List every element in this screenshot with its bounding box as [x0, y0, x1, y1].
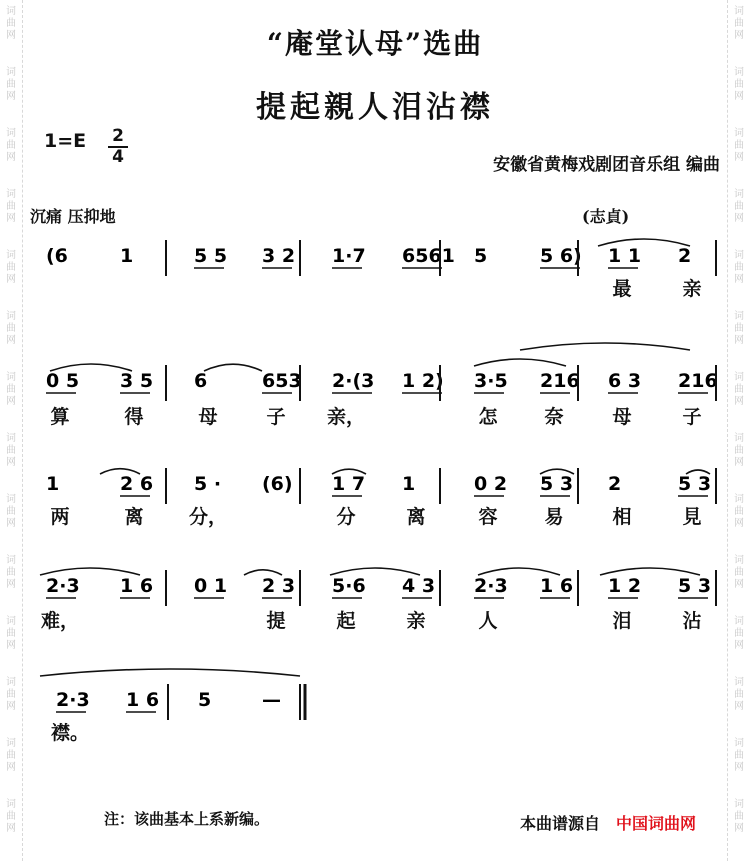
note-group: 3 2 — [262, 245, 296, 267]
note-group: 5 3 — [678, 473, 712, 495]
watermark-text: 词 曲 网 — [6, 311, 16, 346]
watermark-text: 词 曲 网 — [6, 372, 16, 407]
note-group: 1 — [46, 473, 60, 495]
note-group: 5 · — [194, 473, 222, 495]
watermark-text: 词 曲 网 — [734, 372, 744, 407]
source-label: 本曲谱源自 — [520, 814, 601, 833]
note-group: 2·3 — [56, 689, 90, 711]
note-group: 1 7 — [332, 473, 366, 495]
lyric-char: 易 — [544, 506, 564, 528]
role-name: (志貞) — [582, 207, 630, 226]
watermark-text: 词 曲 网 — [6, 677, 16, 712]
note-group: 5 — [474, 245, 488, 267]
source-site-link[interactable]: 中国词曲网 — [616, 814, 697, 833]
watermark-text: 词 曲 网 — [6, 738, 16, 773]
lyric-char: 容 — [478, 506, 498, 528]
footnote: 注：该曲基本上系新编。 — [104, 810, 270, 828]
watermark-text: 词 曲 网 — [734, 677, 744, 712]
watermark-text: 词 曲 网 — [734, 189, 744, 224]
lyric-char: 奈 — [544, 406, 564, 428]
lyric-char: 难， — [40, 610, 80, 632]
note-group: 5 3 — [678, 575, 712, 597]
lyric-char: 提 — [266, 610, 286, 632]
note-group: 5 5 — [194, 245, 228, 267]
watermark-text: 词 曲 网 — [734, 250, 744, 285]
watermark-text: 词 曲 网 — [734, 738, 744, 773]
lyric-char: 母 — [198, 406, 218, 428]
watermark-text: 词 曲 网 — [6, 128, 16, 163]
note-group: 0 2 — [474, 473, 508, 495]
note-group: 5·6 — [332, 575, 366, 597]
watermark-text: 词 曲 网 — [6, 799, 16, 834]
note-group: 3·5 — [474, 370, 508, 392]
lyric-char: 亲， — [326, 406, 366, 428]
lyric-char: 起 — [336, 610, 356, 632]
note-group: 6561 — [402, 245, 455, 267]
watermark-text: 词 曲 网 — [734, 799, 744, 834]
note-group: 2·3 — [46, 575, 80, 597]
watermark-text: 词 曲 网 — [6, 67, 16, 102]
lyric-char: 泪 — [612, 610, 632, 632]
lyric-char: 离 — [406, 506, 426, 528]
note-group: 1 6 — [120, 575, 154, 597]
expression-mark: 沉痛 压抑地 — [30, 207, 116, 226]
time-signature-denominator: 4 — [112, 147, 124, 167]
note-group: 2 3 — [262, 575, 296, 597]
watermark-text: 词 曲 网 — [6, 616, 16, 651]
lyric-char: 相 — [612, 506, 632, 528]
watermark-text: 词 曲 网 — [734, 6, 744, 41]
watermark-text: 词 曲 网 — [734, 555, 744, 590]
note-group: 1 — [120, 245, 134, 267]
note-group: 1 1 — [608, 245, 642, 267]
note-group: 2·3 — [474, 575, 508, 597]
watermark-text: 词 曲 网 — [734, 433, 744, 468]
key-signature: 1=E — [44, 130, 87, 152]
notation-lines — [46, 240, 718, 720]
lyric-char: 亲 — [682, 278, 702, 300]
note-group: 0 1 — [194, 575, 228, 597]
note-group: 1 6 — [540, 575, 574, 597]
watermark-text: 词 曲 网 — [6, 494, 16, 529]
note-group: 1 — [402, 473, 416, 495]
note-group: 6 — [194, 370, 208, 392]
lyric-char: 算 — [50, 406, 70, 428]
lyric-char: 襟。 — [50, 722, 90, 744]
lyric-char: 得 — [124, 406, 144, 428]
source-credit — [520, 811, 696, 834]
note-group: 1 2) — [402, 370, 444, 392]
lyric-char: 离 — [124, 506, 144, 528]
note-group: (6) — [262, 473, 293, 495]
watermark-text: 词 曲 网 — [734, 494, 744, 529]
note-group: — — [262, 689, 281, 711]
lyric-char: 子 — [266, 406, 286, 428]
watermark-text: 词 曲 网 — [6, 555, 16, 590]
slur-marks — [40, 239, 710, 676]
lyric-char: 見 — [682, 506, 702, 528]
lyric-char: 分， — [188, 506, 228, 528]
lyric-char: 最 — [612, 278, 632, 300]
lyric-char: 怎 — [478, 406, 498, 428]
note-group: 4 3 — [402, 575, 436, 597]
watermark-text: 词 曲 网 — [734, 128, 744, 163]
lyric-char: 沾 — [682, 610, 702, 632]
lyric-char: 子 — [682, 406, 702, 428]
watermark-text: 词 曲 网 — [734, 311, 744, 346]
note-group: 2·(3 — [332, 370, 375, 392]
watermark-text: 词 曲 网 — [734, 67, 744, 102]
watermark-text: 词 曲 网 — [6, 189, 16, 224]
lyric-char: 母 — [612, 406, 632, 428]
note-group: 0 5 — [46, 370, 80, 392]
arranger-credit: 安徽省黄梅戏剧团音乐组 编曲 — [493, 155, 720, 175]
lyric-char: 亲 — [406, 610, 426, 632]
note-group: 5 3 — [540, 473, 574, 495]
note-group: 2 — [678, 245, 692, 267]
note-group: 6 3 — [608, 370, 642, 392]
note-group: 1 6 — [126, 689, 160, 711]
note-group: 653 — [262, 370, 302, 392]
lyric-char: 分 — [336, 506, 356, 528]
note-group: 1·7 — [332, 245, 366, 267]
time-signature-numerator: 2 — [112, 126, 124, 146]
note-group: 5 — [198, 689, 212, 711]
lyric-char: 两 — [50, 506, 70, 528]
note-group: (6 — [46, 245, 68, 267]
lyric-char: 人 — [478, 610, 498, 632]
note-group: 1 2 — [608, 575, 642, 597]
note-group: 3 5 — [120, 370, 154, 392]
watermark-text: 词 曲 网 — [6, 433, 16, 468]
watermark-text: 词 曲 网 — [6, 250, 16, 285]
score-subtitle: 提起親人泪沾襟 — [256, 90, 494, 125]
note-group: 5 6) — [540, 245, 582, 267]
watermark-text: 词 曲 网 — [734, 616, 744, 651]
watermark-text: 词 曲 网 — [6, 6, 16, 41]
note-group: 216 — [540, 370, 580, 392]
note-group: 2 6 — [120, 473, 154, 495]
note-group: 2 — [608, 473, 622, 495]
note-group: 216 — [678, 370, 718, 392]
score-title: “庵堂认母”选曲 — [266, 27, 484, 60]
